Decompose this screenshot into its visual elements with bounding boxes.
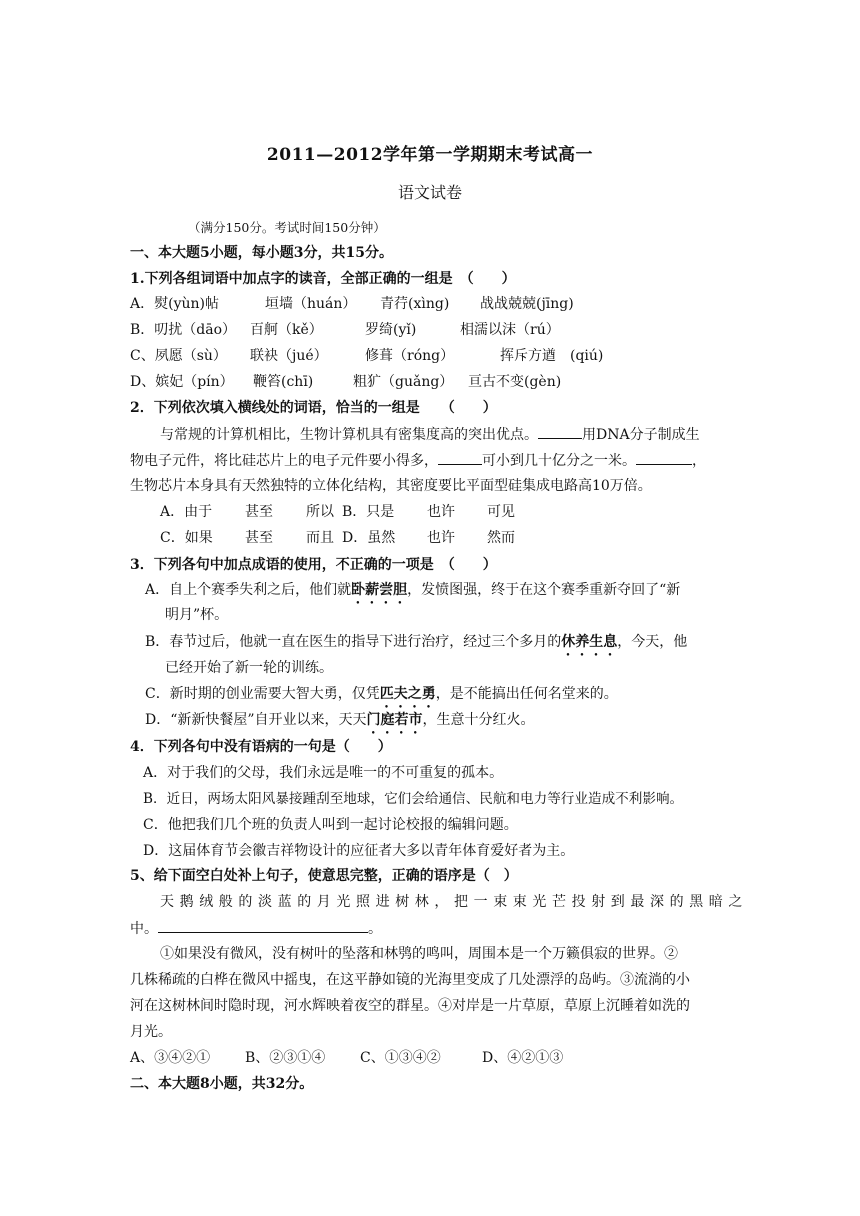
q5-line2-end: 。 xyxy=(368,921,382,937)
q1-c-4: 挥斥方遒 (qiú) xyxy=(500,348,604,364)
q3-option-b xyxy=(145,632,755,659)
q1-a-3: 青荇(xìng) xyxy=(380,296,450,312)
q3-c-text2: ，是不能搞出任何名堂来的。 xyxy=(435,686,618,702)
q2-text-p5: ， xyxy=(692,453,706,469)
q1-d-3: 粗犷（guǎng） xyxy=(353,374,454,390)
q3-b-idiom: 休养生息 xyxy=(561,634,618,650)
q3-b-text1: B．春节过后，他就一直在医生的指导下进行治疗，经过三个多月的 xyxy=(145,634,562,650)
q5-passage-line6: 月光。 xyxy=(130,1024,172,1040)
q5-opt-c: C、①③④② xyxy=(360,1050,441,1066)
q3-a-cont: 明月”杯。 xyxy=(165,607,229,623)
q4-stem: 4．下列各句中没有语病的一句是（ ） xyxy=(130,739,392,755)
exam-subtitle: 语文试卷 xyxy=(397,183,462,202)
q1-c-2: 联袂（jué） xyxy=(250,348,328,364)
q1-d-1: D、嫔妃（pín） xyxy=(130,374,234,390)
q2-text-p4: 可小到几十亿分之一米。 xyxy=(482,453,636,469)
q4-option-b: B．近日，两场太阳风暴接踵刮至地球，它们会给通信、民航和电力等行业造成不利影响。 xyxy=(143,791,684,807)
q2-options-cd xyxy=(160,528,780,548)
q3-stem: 3．下列各句中加点成语的使用，不正确的一项是 （ ） xyxy=(130,557,497,573)
q1-a-1: A．熨(yùn)帖 xyxy=(130,296,219,312)
q3-a-text1: A．自上个赛季失利之后，他们就 xyxy=(145,582,352,598)
q5-passage-line1: 天鹅绒般的淡蓝的月光照进树林，把一束束光芒投射到最深的黑暗之 xyxy=(160,894,748,910)
q3-d-text1: D．“新新快餐屋”自开业以来，天天 xyxy=(145,712,367,728)
q1-a-2: 垣墙（huán） xyxy=(265,296,357,312)
exam-title: 2011—2012学年第一学期期末考试高一 xyxy=(266,145,594,165)
q2-opt-b-3: 可见 xyxy=(487,504,515,520)
q4-option-c: C．他把我们几个班的负责人叫到一起讨论校报的编辑问题。 xyxy=(143,817,518,833)
q2-opt-c-3: 而且 xyxy=(306,530,334,546)
q3-c-idiom: 匹夫之勇 xyxy=(379,686,436,702)
q2-opt-c-1: C．如果 xyxy=(160,530,213,546)
q3-d-idiom: 门庭若市 xyxy=(366,712,423,728)
q2-blank-2 xyxy=(438,450,482,465)
q1-b-4: 相濡以沫（rú） xyxy=(460,322,560,338)
section1-heading: 一、本大题5小题，每小题3分，共15分。 xyxy=(130,245,393,261)
q3-a-text2: ，发愤图强，终于在这个赛季重新夺回了“新 xyxy=(407,582,681,598)
q2-text-line3: 生物芯片本身具有天然独特的立体化结构，其密度要比平面型硅集成电路高10万倍。 xyxy=(130,478,652,494)
q2-blank-1 xyxy=(538,424,582,439)
q5-passage-line3: ①如果没有微风，没有树叶的坠落和林鸮的鸣叫，周围本是一个万籁俱寂的世界。② xyxy=(160,946,678,962)
q3-option-c xyxy=(145,684,755,711)
q4-option-a: A．对于我们的父母，我们永远是唯一的不可重复的孤本。 xyxy=(143,765,504,781)
q1-b-3: 罗绮(yǐ) xyxy=(365,322,417,338)
q1-c-1: C、夙愿（sù） xyxy=(130,348,227,364)
q5-answer-blank xyxy=(158,918,368,933)
q1-row-d xyxy=(130,372,750,392)
q2-stem: 2．下列依次填入横线处的词语，恰当的一组是 （ ） xyxy=(130,400,497,416)
q3-a-idiom: 卧薪尝胆 xyxy=(351,582,408,598)
q3-option-d xyxy=(145,710,755,737)
q1-c-3: 修葺（róng） xyxy=(365,348,455,364)
q5-passage-line5: 河在这树林间时隐时现，河水辉映着夜空的群星。④对岸是一片草原，草原上沉睡着如洗的 xyxy=(130,998,690,1014)
q1-b-2: 百舸（kě） xyxy=(250,322,323,338)
q2-text-p3: 物电子元件，将比硅芯片上的电子元件要小得多， xyxy=(130,453,438,469)
q5-line2-start: 中。 xyxy=(130,921,158,937)
q5-passage-line2 xyxy=(130,918,740,939)
q5-stem: 5、给下面空白处补上句子，使意思完整，正确的语序是（ ） xyxy=(130,868,518,884)
exam-note: （满分150分。考试时间150分钟） xyxy=(188,220,386,235)
q1-row-b xyxy=(130,320,750,340)
q5-opt-a: A、③④②① xyxy=(130,1050,211,1066)
q2-opt-d-1: D．虽然 xyxy=(342,530,396,546)
q2-opt-a-3: 所以 xyxy=(306,504,334,520)
q5-opt-b: B、②③①④ xyxy=(245,1050,326,1066)
q3-b-text2: ，今天，他 xyxy=(617,634,688,650)
q1-row-a xyxy=(130,294,750,314)
q1-row-c xyxy=(130,346,750,366)
q2-blank-3 xyxy=(636,450,692,465)
q2-opt-a-1: A．由于 xyxy=(160,504,213,520)
q2-text-line2 xyxy=(130,450,740,471)
q1-stem: 1.下列各组词语中加点字的读音，全部正确的一组是 （ ） xyxy=(130,271,516,287)
q2-opt-b-1: B．只是 xyxy=(342,504,395,520)
q4-option-d: D．这届体育节会徽吉祥物设计的应征者大多以青年体育爱好者为主。 xyxy=(143,843,575,859)
q2-text-p2: 用DNA分子制成生 xyxy=(582,427,700,443)
q5-options xyxy=(130,1048,750,1068)
section2-heading: 二、本大题8小题，共32分。 xyxy=(130,1076,314,1092)
q3-c-text1: C．新时期的创业需要大智大勇，仅凭 xyxy=(145,686,380,702)
q2-opt-d-3: 然而 xyxy=(487,530,515,546)
q2-opt-d-2: 也许 xyxy=(427,530,455,546)
q5-passage-line4: 几株稀疏的白桦在微风中摇曳，在这平静如镜的光海里变成了几处漂浮的岛屿。③流淌的小 xyxy=(130,972,690,988)
q1-b-1: B．叨扰（dāo） xyxy=(130,322,237,338)
q3-d-text2: ，生意十分红火。 xyxy=(422,712,535,728)
q2-opt-b-2: 也许 xyxy=(427,504,455,520)
q3-b-cont: 已经开始了新一轮的训练。 xyxy=(165,660,333,676)
q2-text-p1: 与常规的计算机相比，生物计算机具有密集度高的突出优点。 xyxy=(160,427,538,443)
q2-opt-c-2: 甚至 xyxy=(245,530,273,546)
q2-opt-a-2: 甚至 xyxy=(245,504,273,520)
q3-option-a xyxy=(145,580,755,607)
q2-text-line1 xyxy=(160,424,740,445)
q5-opt-d: D、④②①③ xyxy=(482,1050,564,1066)
q1-a-4: 战战兢兢(jīng) xyxy=(480,296,574,312)
q2-options-ab xyxy=(160,502,780,522)
q1-d-2: 鞭笞(chī) xyxy=(253,374,314,390)
q1-d-4: 亘古不变(gèn) xyxy=(468,374,562,390)
